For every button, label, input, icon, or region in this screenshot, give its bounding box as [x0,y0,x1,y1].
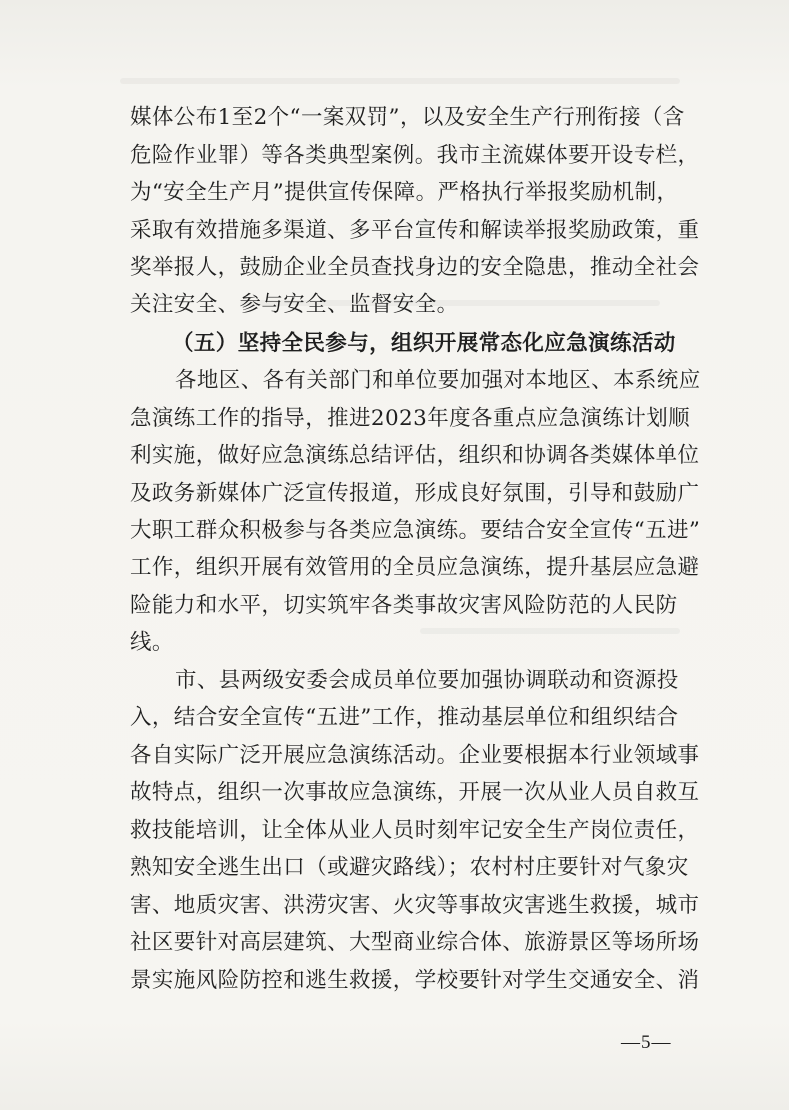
body-text-line: 工作，组织开展有效管用的全员应急演练，提升基层应急避 [130,555,700,580]
body-text-line: 关注安全、参与安全、监督安全。 [130,292,459,317]
body-text-line: 采取有效措施多渠道、多平台宣传和解读举报奖励政策，重 [130,218,700,243]
show-through-shadow [420,628,680,634]
body-text-line: 各地区、各有关部门和单位要加强对本地区、本系统应 [175,368,701,393]
body-text-line: 危险作业罪）等各类典型案例。我市主流媒体要开设专栏， [130,143,700,168]
body-text-line: 害、地质灾害、洪涝灾害、火灾等事故灾害逃生救援，城市 [130,893,700,918]
body-text-line: 线。 [130,630,174,655]
body-text-line: 媒体公布1至2个“一案双罚”，以及安全生产行刑衔接（含 [130,105,685,130]
page-number: —5— [621,1032,672,1053]
body-text-line: 熟知安全逃生出口（或避灾路线）；农村村庄要针对气象灾 [130,855,689,880]
body-text-line: 入，结合安全宣传“五进”工作，推动基层单位和组织结合 [130,705,679,730]
body-text-line: 救技能培训，让全体从业人员时刻牢记安全生产岗位责任， [130,818,700,843]
body-text-line: 各自实际广泛开展应急演练活动。企业要根据本行业领域事 [130,743,700,768]
body-text-line: 急演练工作的指导，推进2023年度各重点应急演练计划顺 [130,406,691,431]
section-heading: （五）坚持全民参与，组织开展常态化应急演练活动 [172,331,676,356]
body-text-line: 险能力和水平，切实筑牢各类事故灾害风险防范的人民防 [130,593,678,618]
body-text-line: 大职工群众积极参与各类应急演练。要结合安全宣传“五进” [130,518,701,543]
body-text-line: 景实施风险防控和逃生救援，学校要针对学生交通安全、消 [130,968,700,993]
body-text-line: 为“安全生产月”提供宣传保障。严格执行举报奖励机制， [130,180,679,205]
body-text-line: 奖举报人，鼓励企业全员查找身边的安全隐患，推动全社会 [130,255,700,280]
body-text-line: 利实施，做好应急演练总结评估，组织和协调各类媒体单位 [130,443,700,468]
body-text-line: 故特点，组织一次事故应急演练，开展一次从业人员自救互 [130,780,700,805]
body-text-line: 社区要针对高层建筑、大型商业综合体、旅游景区等场所场 [130,930,700,955]
show-through-shadow [120,78,680,84]
body-text-line: 及政务新媒体广泛宣传报道，形成良好氛围，引导和鼓励广 [130,481,700,506]
body-text-line: 市、县两级安委会成员单位要加强协调联动和资源投 [175,668,679,693]
